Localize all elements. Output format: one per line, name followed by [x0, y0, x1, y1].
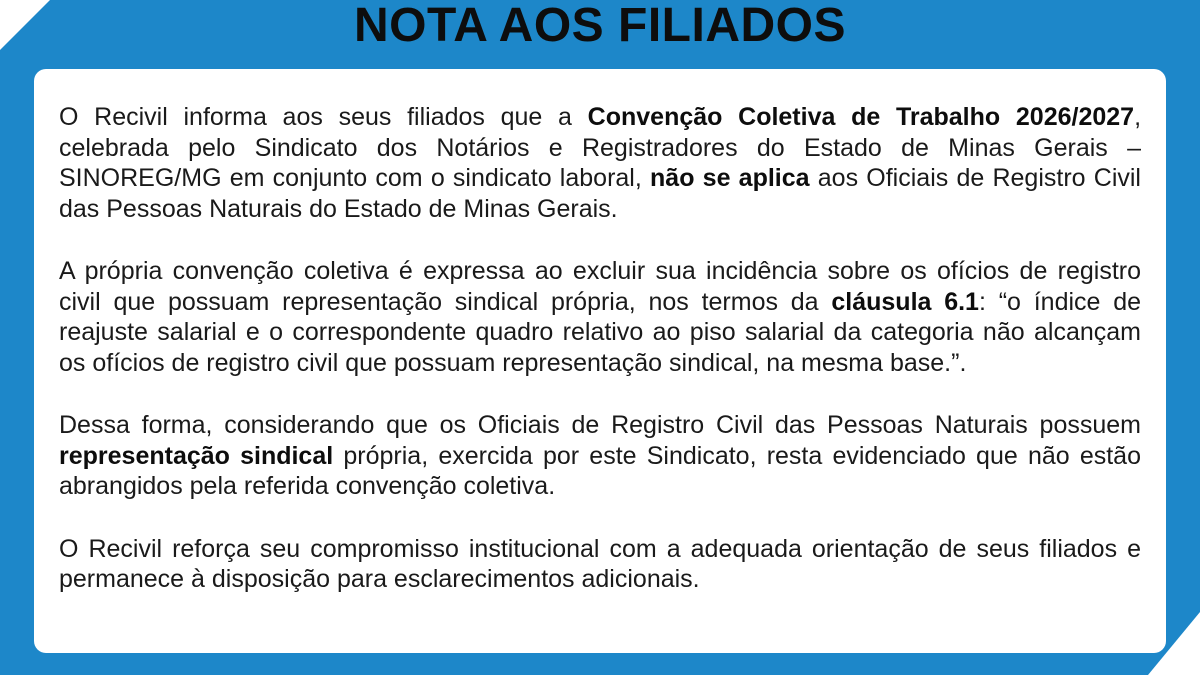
notice-paragraph	[59, 256, 1141, 378]
bold-text-segment: não se aplica	[650, 164, 810, 192]
text-segment: própria, exercida por este Sindicato, resta evidenciado que não estão abrangidos pela referida convenção coletiva.	[59, 441, 1141, 500]
text-segment: A própria convenção coletiva é expressa ao excluir sua incidência sobre os ofícios de registro civil que possuam representação sindical própria, nos termos da	[59, 257, 1141, 316]
bold-text-segment: Convenção Coletiva de Trabalho 2026/2027	[587, 103, 1135, 131]
text-segment: aos Oficiais de Registro Civil das Pessoas Naturais do Estado de Minas Gerais.	[59, 164, 1141, 223]
page-title: NOTA AOS FILIADOS	[353, 0, 847, 52]
text-segment: O Recivil reforça seu compromisso institucional com a adequada orientação de seus filiados e permanece à disposição para esclarecimentos adicionais.	[59, 534, 1141, 593]
bold-text-segment: representação sindical	[59, 441, 334, 470]
bold-text-segment: cláusula 6.1	[831, 287, 979, 316]
text-segment: : “o índice de reajuste salarial e o correspondente quadro relativo ao piso salarial da categoria não alcançam os ofícios de registro civil que possuam representação sindical, na mesma base.”.	[59, 287, 1142, 377]
notice-paragraph	[59, 410, 1141, 502]
notice-paragraph	[59, 534, 1141, 595]
text-segment: , celebrada pelo Sindicato dos Notários e Registradores do Estado de Minas Gerais – SINOREG/MG em conjunto com o sindicato laboral,	[59, 103, 1142, 192]
notice-paragraph	[59, 102, 1141, 224]
text-segment: O Recivil informa aos seus filiados que a	[59, 103, 588, 131]
notice-card	[34, 69, 1166, 653]
text-segment: Dessa forma, considerando que os Oficiais de Registro Civil das Pessoas Naturais possuem	[59, 411, 1141, 439]
